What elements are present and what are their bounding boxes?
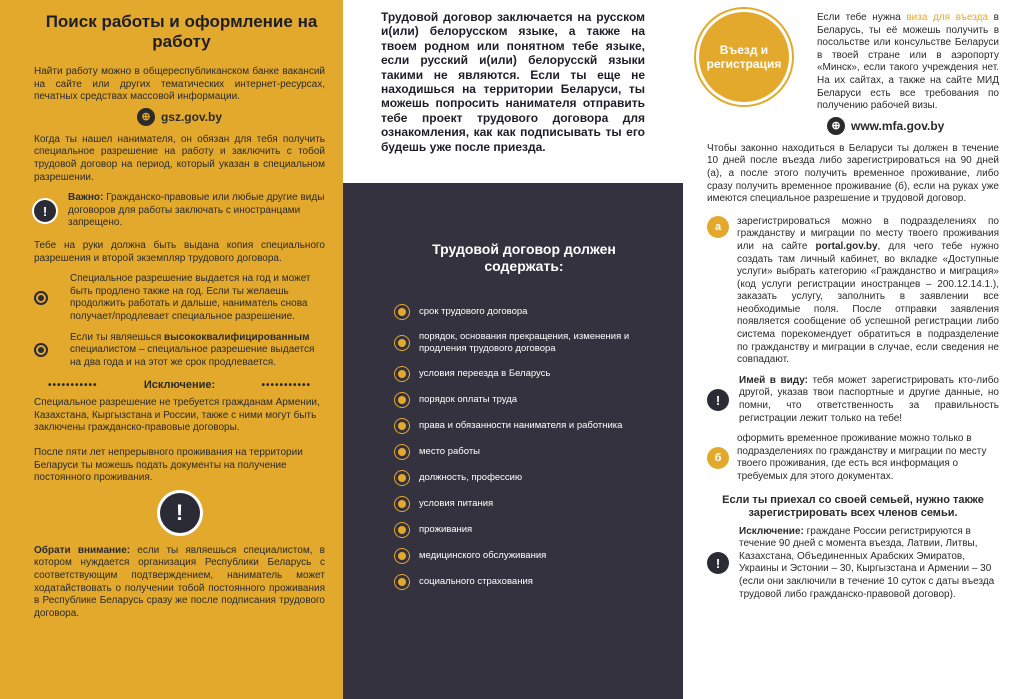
divider-dots: ••••••••••• [48, 379, 98, 391]
contract-list-item [395, 445, 653, 459]
bullet-icon [395, 367, 409, 381]
exception-header [34, 379, 325, 391]
contract-list-item [395, 367, 653, 381]
bullet-icon [395, 523, 409, 537]
entry-registration-badge: Въезд и регистрация [699, 12, 789, 102]
gsz-site-text[interactable]: gsz.gov.by [160, 109, 223, 124]
important-note [34, 192, 325, 230]
exception-paragraph: Специальное разрешение не требуется гражданам Армении, Казахстана, Кыргызстана и России, также с ними могут быть заключены гражданско-правовые договоры. [34, 397, 320, 434]
visa-post: в Беларусь, ты её можешь получить в посольстве или консульстве Беларуси в твоей стране или в аэропорту «Минск», если такого учреждения нет. На их сайтах, а также на сайте МИД Беларуси есть все требования по получению рабочей визы. [817, 12, 999, 112]
exclamation-icon: ! [707, 552, 729, 574]
bullet-icon [395, 471, 409, 485]
letter-b-icon: б [707, 447, 729, 469]
contract-list-item [395, 305, 653, 319]
option-a-pre: зарегистрироваться можно в подразделениях по гражданству и миграции по месту твоего проживания или на сайте [737, 215, 999, 252]
job-search-paragraph: Найти работу можно в общереспубликанском банке вакансий на сайте или других тематических интернет-ресурсах, печатных средствах массовой информации. [34, 66, 325, 103]
option-a-post: , для чего тебе нужно создать там личный кабинет, во вкладке «Доступные услуги» выбрать категорию «Гражданство и миграция» (код услуги регистрации иностранцев – 200.12.14.1.), заказать услугу, заполнить в заявлении все необходимые поля. После отправки заявления появляется сообщение об успешной регистрации либо система порекомендует обратиться в подразделение по гражданству и миграции в случае, если сведения не совпадают. [737, 240, 999, 366]
bullet-icon [395, 419, 409, 433]
permit-bullet-2 [34, 332, 325, 370]
contract-list-item [395, 497, 653, 511]
contract-list-item-text: условия питания [419, 498, 494, 509]
contract-content-section [343, 183, 683, 699]
mind-note [707, 375, 999, 425]
permit-bullet-text: Специальное разрешение выдается на год и может быть продлено также на год. Если ты желаешь продолжить работать и дальше, наниматель снова получает/продлевает специальное разрешение. [70, 273, 311, 322]
entry-registration-panel [683, 0, 1019, 699]
exception-title: Исключение: [143, 379, 216, 392]
contract-list-item-text: должность, профессию [419, 472, 523, 483]
contract-list-item-text: права и обязанности нанимателя и работника [419, 420, 623, 431]
permit-bullet-2-post: специалистом – специальное разрешение выдается на два года и на этот же срок продлевается. [70, 344, 315, 368]
exception-label: Исключение: [739, 525, 804, 537]
letter-a-icon: а [707, 216, 729, 238]
contract-list-item [395, 471, 653, 485]
contract-list-item-text: проживания [419, 524, 473, 535]
exception-text: граждане России регистрируются в течение 90 дней с момента въезда, Латвии, Литвы, Казахстана, Объединенных Арабских Эмиратов, Украины и Эстонии – 30, Кыргызстана и Армении – 30 (если они заключили в течение 10 суток с даты въезда трудовой либо гражданско-правовой договор). [739, 525, 995, 600]
globe-icon: ⊕ [827, 117, 845, 135]
option-a [707, 216, 999, 367]
option-b-text: оформить временное проживание можно только в подразделениях по гражданству и миграции по месту твоего проживания, где есть вся информация о требуемых для этого документах. [737, 433, 987, 482]
family-note: Если ты приехал со своей семьей, нужно также зарегистрировать всех членов семьи. [722, 493, 984, 519]
contract-list-item-text: социального страхования [419, 576, 533, 587]
contract-list-item-text: медицинского обслуживания [419, 550, 547, 561]
gsz-site-link[interactable] [34, 108, 325, 126]
contract-intro: Трудовой договор заключается на русском и(или) белорусском языке, а также на твоем родном или понятном тебе языке, если русский и(или) белорусскй языки такими не являются. Если ты еще не находишься на территории Беларуси, ты можешь попросить нанимателя отправить тебе проект трудового договора для ознакомления, как как подписывать ты его будешь уже после приезда. [381, 10, 645, 154]
contract-list-title: Трудовой договор должен содержать: [432, 241, 616, 274]
bullet-icon [395, 336, 409, 350]
contract-list-item [395, 523, 653, 537]
job-search-panel [0, 0, 343, 699]
permit-bullet-2-pre: Если ты являешься [70, 331, 165, 343]
attention-label: Обрати внимание: [34, 544, 131, 556]
option-b [707, 433, 999, 483]
exclamation-icon: ! [34, 200, 56, 222]
contract-list-item [395, 549, 653, 563]
mind-text: тебя может зарегистрировать кто-либо другой, указав твои паспортные и другие данные, но помни, что ответственность за правильность регистрации лежит только на тебе! [739, 374, 999, 424]
permit-bullet-2-bold: высококвалифицированным [164, 331, 310, 343]
visa-pre: Если тебе нужна [817, 12, 907, 23]
contract-list-item-text: условия переезда в Беларусь [419, 368, 551, 379]
contract-list-item [395, 331, 653, 355]
important-label: Важно: [68, 192, 104, 204]
permanent-residence-paragraph: После пяти лет непрерывного проживания на территории Беларуси ты можешь подать документы на получение постоянного проживания. [34, 447, 303, 484]
registration-paragraph: Чтобы законно находиться в Беларуси ты должен в течение 10 дней после въезда либо зарегистрироваться на 90 дней (а), а после этого получить временное проживание, либо сразу получить временное проживание (б), если на руках уже имеются специальное разрешение и трудовой договор. [707, 142, 999, 205]
important-text: Гражданско-правовые или любые другие виды договоров для работы заключать с иностранцами запрещено. [68, 192, 325, 229]
contract-panel [343, 0, 683, 699]
exclamation-icon: ! [160, 493, 200, 533]
visa-paragraph [817, 12, 999, 113]
bullet-icon [395, 575, 409, 589]
globe-icon: ⊕ [137, 108, 155, 126]
employer-obligation-paragraph: Когда ты нашел нанимателя, он обязан для тебя получить специальное разрешение на работу и заключить с тобой трудовой договор на период, который указан в специальном разрешении. [34, 133, 325, 183]
contract-list-item-text: порядок оплаты труда [419, 394, 518, 405]
bullet-icon [395, 305, 409, 319]
copy-paragraph: Тебе на руки должна быть выдана копия специального разрешения и второй экземпляр трудового договора. [34, 239, 325, 264]
mfa-site-link[interactable] [827, 117, 999, 135]
visa-link[interactable]: виза для въезда [906, 12, 989, 23]
bullet-icon [395, 445, 409, 459]
exception-note [707, 526, 999, 602]
bullet-icon [34, 291, 48, 305]
bullet-icon [395, 497, 409, 511]
mind-label: Имей в виду: [739, 374, 809, 386]
contract-list-item [395, 575, 653, 589]
contract-list-item-text: место работы [419, 446, 480, 457]
contract-list [395, 305, 653, 589]
contract-list-item-text: порядок, основания прекращения, изменения и продления трудового договора [419, 331, 630, 354]
contract-intro-section [343, 0, 683, 183]
bullet-icon [395, 393, 409, 407]
exclamation-icon: ! [707, 389, 729, 411]
portal-site-link[interactable]: portal.gov.by [815, 240, 878, 252]
contract-list-item-text: срок трудового договора [419, 306, 528, 317]
mfa-site-text[interactable]: www.mfa.gov.by [851, 118, 945, 133]
bullet-icon [34, 343, 48, 357]
divider-dots: ••••••••••• [261, 379, 311, 391]
permit-bullet-1 [34, 273, 325, 323]
contract-list-item [395, 419, 653, 433]
attention-text: если ты являешься специалистом, в котором нуждается организация Республики Беларусь с соответствующим подтверждением, наниматель может ходатайствовать о получении тобой постоянного проживания в Республике Беларусь сразу же после подписания трудового договора. [34, 544, 325, 619]
bullet-icon [395, 549, 409, 563]
contract-list-item [395, 393, 653, 407]
job-search-title: Поиск работы и оформление на работу [45, 12, 318, 51]
